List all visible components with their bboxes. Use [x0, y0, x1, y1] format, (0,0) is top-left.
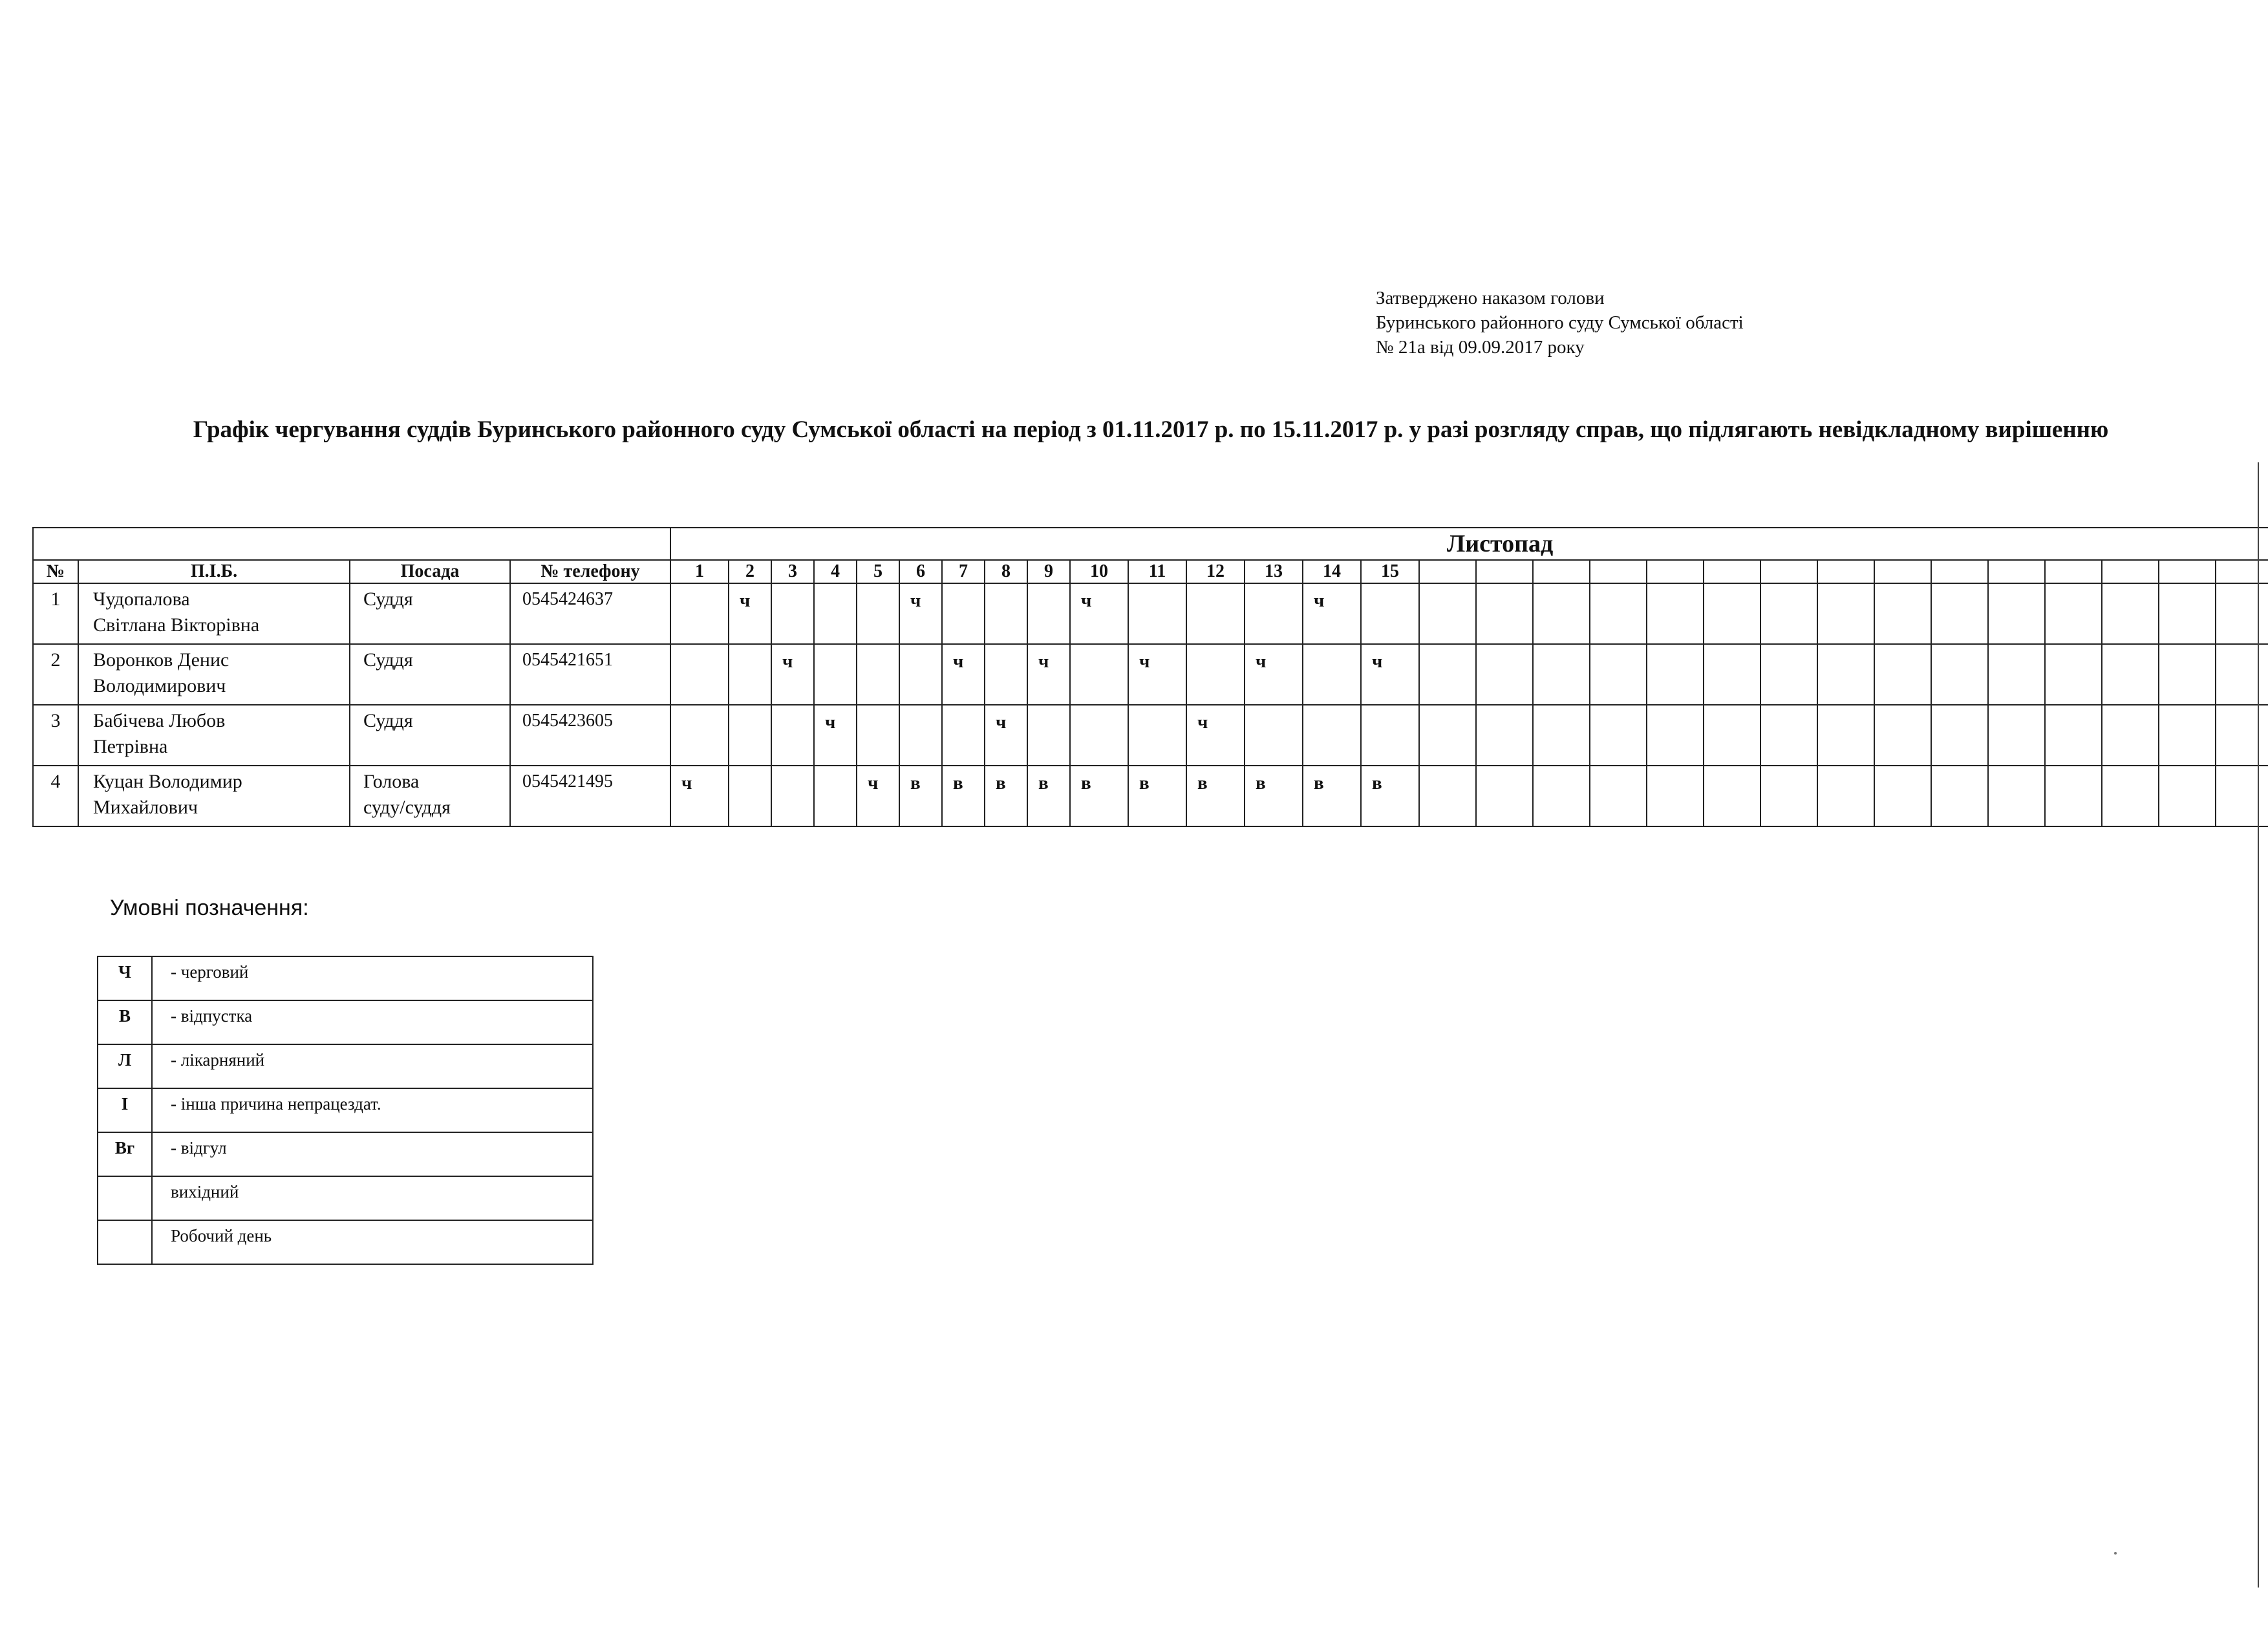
- blank-day-cell: [1476, 705, 1533, 766]
- blank-day-cell: [1817, 766, 1874, 826]
- judge-name: [78, 644, 350, 705]
- blank-day-header: [2045, 560, 2102, 583]
- month-spacer: [33, 528, 670, 560]
- blank-day-cell: [1533, 644, 1590, 705]
- duty-mark-cell: [729, 705, 771, 766]
- day-header: 6: [899, 560, 942, 583]
- duty-mark-cell: в: [1027, 766, 1070, 826]
- judge-position: [350, 644, 510, 705]
- blank-day-cell: [1760, 644, 1817, 705]
- duty-mark-cell: в: [1303, 766, 1361, 826]
- blank-day-cell: [1931, 766, 1988, 826]
- duty-mark-cell: [942, 705, 985, 766]
- blank-day-cell: [1533, 766, 1590, 826]
- blank-day-header: [1874, 560, 1931, 583]
- duty-mark-cell: [857, 644, 899, 705]
- blank-day-cell: [1874, 705, 1931, 766]
- duty-mark-cell: [899, 644, 942, 705]
- judge-row: [33, 766, 2268, 826]
- duty-mark-cell: ч: [1027, 644, 1070, 705]
- blank-day-cell: [1760, 766, 1817, 826]
- col-header-phone: № телефону: [510, 560, 670, 583]
- blank-day-header: [2216, 560, 2268, 583]
- blank-day-cell: [1647, 644, 1704, 705]
- duty-mark-cell: ч: [985, 705, 1027, 766]
- duty-mark-cell: ч: [1128, 644, 1186, 705]
- blank-day-cell: [1760, 583, 1817, 644]
- blank-day-cell: [2159, 583, 2216, 644]
- duty-mark-cell: ч: [942, 644, 985, 705]
- scan-speck: [2114, 1552, 2117, 1555]
- duty-mark-cell: [1128, 705, 1186, 766]
- day-header: 3: [771, 560, 814, 583]
- judge-position: [350, 705, 510, 766]
- duty-mark-cell: [985, 583, 1027, 644]
- blank-day-cell: [2045, 583, 2102, 644]
- duty-mark-cell: [857, 705, 899, 766]
- blank-day-header: [1817, 560, 1874, 583]
- blank-day-cell: [2045, 644, 2102, 705]
- duty-mark-cell: [771, 766, 814, 826]
- duty-mark-cell: ч: [814, 705, 857, 766]
- judge-phone: 0545423605: [510, 705, 670, 766]
- duty-mark-cell: [771, 705, 814, 766]
- legend-code: Вг: [98, 1132, 152, 1176]
- duty-mark-cell: [670, 644, 729, 705]
- approval-note: [1376, 286, 1744, 360]
- blank-day-cell: [1817, 644, 1874, 705]
- judge-position: [350, 583, 510, 644]
- blank-day-cell: [1817, 583, 1874, 644]
- blank-day-cell: [1760, 705, 1817, 766]
- judge-phone: 0545421651: [510, 644, 670, 705]
- blank-day-cell: [2216, 766, 2268, 826]
- blank-day-cell: [1419, 583, 1476, 644]
- duty-mark-cell: ч: [857, 766, 899, 826]
- blank-day-cell: [1419, 766, 1476, 826]
- blank-day-cell: [1590, 705, 1647, 766]
- judge-name-line: Бабічева Любов: [93, 710, 226, 731]
- judge-row: [33, 583, 2268, 644]
- day-header: 2: [729, 560, 771, 583]
- blank-day-header: [1647, 560, 1704, 583]
- day-header: 11: [1128, 560, 1186, 583]
- blank-day-header: [1704, 560, 1760, 583]
- duty-mark-cell: [1027, 583, 1070, 644]
- blank-day-cell: [1931, 705, 1988, 766]
- judge-position-line: Голова: [363, 771, 420, 792]
- day-header: 10: [1070, 560, 1128, 583]
- legend-description: - відпустка: [152, 1000, 593, 1044]
- judge-position-line: суду/суддя: [363, 797, 451, 818]
- day-header: 14: [1303, 560, 1361, 583]
- duty-mark-cell: [899, 705, 942, 766]
- blank-day-cell: [1476, 644, 1533, 705]
- blank-day-cell: [1817, 705, 1874, 766]
- duty-mark-cell: [670, 583, 729, 644]
- judge-phone: 0545421495: [510, 766, 670, 826]
- approval-line-2: Буринського районного суду Сумської області: [1376, 312, 1744, 333]
- blank-day-header: [1533, 560, 1590, 583]
- blank-day-cell: [2216, 583, 2268, 644]
- duty-mark-cell: [942, 583, 985, 644]
- blank-day-cell: [2216, 705, 2268, 766]
- blank-day-header: [1476, 560, 1533, 583]
- blank-day-cell: [1590, 583, 1647, 644]
- blank-day-cell: [1988, 644, 2045, 705]
- legend-row: [98, 1132, 593, 1176]
- duty-mark-cell: ч: [1186, 705, 1245, 766]
- blank-day-cell: [2102, 766, 2159, 826]
- duty-mark-cell: ч: [1303, 583, 1361, 644]
- approval-line-3: № 21а від 09.09.2017 року: [1376, 337, 1585, 358]
- blank-day-cell: [1704, 583, 1760, 644]
- judge-name-line: Петрівна: [93, 736, 168, 757]
- duty-mark-cell: в: [1361, 766, 1419, 826]
- day-header: 12: [1186, 560, 1245, 583]
- blank-day-cell: [2159, 766, 2216, 826]
- approval-line-1: Затверджено наказом голови: [1376, 288, 1605, 308]
- blank-day-cell: [1647, 705, 1704, 766]
- duty-mark-cell: [1070, 705, 1128, 766]
- legend-description: - черговий: [152, 956, 593, 1000]
- legend-code: І: [98, 1088, 152, 1132]
- day-header: 15: [1361, 560, 1419, 583]
- blank-day-cell: [1533, 583, 1590, 644]
- blank-day-cell: [1874, 644, 1931, 705]
- scan-edge-line: [2258, 462, 2259, 1588]
- document-title: Графік чергування суддів Буринського районного суду Сумської області на період з 01.11.2017 р. по 15.11.2017 р. у разі розгляду справ, що підлягають невідкладному вирішенню: [193, 416, 2109, 443]
- legend-description: вихідний: [152, 1176, 593, 1220]
- blank-day-cell: [1874, 766, 1931, 826]
- duty-mark-cell: [1186, 644, 1245, 705]
- legend-description: - лікарняний: [152, 1044, 593, 1088]
- duty-mark-cell: в: [1245, 766, 1303, 826]
- duty-mark-cell: [1027, 705, 1070, 766]
- duty-mark-cell: ч: [899, 583, 942, 644]
- duty-mark-cell: [1245, 705, 1303, 766]
- legend-row: [98, 1000, 593, 1044]
- blank-day-cell: [1704, 766, 1760, 826]
- duty-mark-cell: [1303, 705, 1361, 766]
- blank-day-header: [2159, 560, 2216, 583]
- duty-mark-cell: в: [1186, 766, 1245, 826]
- legend-description: - відгул: [152, 1132, 593, 1176]
- legend-row: [98, 1088, 593, 1132]
- duty-mark-cell: в: [985, 766, 1027, 826]
- duty-mark-cell: в: [942, 766, 985, 826]
- judge-name: [78, 583, 350, 644]
- duty-mark-cell: [1361, 583, 1419, 644]
- judge-row: [33, 705, 2268, 766]
- legend-title: Умовні позначення:: [110, 896, 309, 920]
- row-number: 1: [33, 583, 78, 644]
- blank-day-cell: [1419, 644, 1476, 705]
- blank-day-cell: [1476, 766, 1533, 826]
- duty-mark-cell: ч: [1245, 644, 1303, 705]
- duty-mark-cell: [1186, 583, 1245, 644]
- duty-mark-cell: [670, 705, 729, 766]
- row-number: 4: [33, 766, 78, 826]
- duty-mark-cell: ч: [1361, 644, 1419, 705]
- legend-row: [98, 1176, 593, 1220]
- judge-name: [78, 705, 350, 766]
- duty-mark-cell: [1128, 583, 1186, 644]
- blank-day-cell: [2102, 583, 2159, 644]
- blank-day-cell: [2159, 644, 2216, 705]
- blank-day-header: [1760, 560, 1817, 583]
- duty-mark-cell: [1361, 705, 1419, 766]
- blank-day-cell: [2045, 705, 2102, 766]
- day-header: 8: [985, 560, 1027, 583]
- judge-name-line: Чудопалова: [93, 588, 190, 610]
- blank-day-cell: [1419, 705, 1476, 766]
- col-header-position: Посада: [350, 560, 510, 583]
- judge-position-line: Суддя: [363, 649, 413, 671]
- duty-mark-cell: [814, 583, 857, 644]
- blank-day-cell: [1988, 583, 2045, 644]
- row-number: 3: [33, 705, 78, 766]
- col-header-num: №: [33, 560, 78, 583]
- duty-mark-cell: [1303, 644, 1361, 705]
- duty-mark-cell: ч: [670, 766, 729, 826]
- blank-day-header: [1590, 560, 1647, 583]
- blank-day-cell: [1931, 583, 1988, 644]
- duty-mark-cell: [729, 766, 771, 826]
- blank-day-header: [1988, 560, 2045, 583]
- blank-day-cell: [1647, 766, 1704, 826]
- legend-description: Робочий день: [152, 1220, 593, 1264]
- blank-day-cell: [1590, 766, 1647, 826]
- judge-name-line: Воронков Денис: [93, 649, 230, 671]
- blank-day-cell: [1647, 583, 1704, 644]
- duty-mark-cell: в: [899, 766, 942, 826]
- duty-mark-cell: ч: [771, 644, 814, 705]
- blank-day-cell: [1931, 644, 1988, 705]
- judge-position: [350, 766, 510, 826]
- legend-row: [98, 1044, 593, 1088]
- duty-mark-cell: [814, 644, 857, 705]
- row-number: 2: [33, 644, 78, 705]
- day-header: 4: [814, 560, 857, 583]
- blank-day-cell: [1988, 705, 2045, 766]
- col-header-name: П.І.Б.: [78, 560, 350, 583]
- blank-day-cell: [2216, 644, 2268, 705]
- day-header: 7: [942, 560, 985, 583]
- blank-day-cell: [1704, 705, 1760, 766]
- legend-row: [98, 956, 593, 1000]
- blank-day-cell: [1533, 705, 1590, 766]
- legend-code: Ч: [98, 956, 152, 1000]
- blank-day-header: [2102, 560, 2159, 583]
- judge-name-line: Світлана Вікторівна: [93, 614, 260, 636]
- blank-day-cell: [1874, 583, 1931, 644]
- day-header: 1: [670, 560, 729, 583]
- judge-name-line: Куцан Володимир: [93, 771, 242, 792]
- duty-mark-cell: [814, 766, 857, 826]
- day-header: 13: [1245, 560, 1303, 583]
- legend-code: В: [98, 1000, 152, 1044]
- blank-day-cell: [1476, 583, 1533, 644]
- blank-day-cell: [2102, 644, 2159, 705]
- judge-row: [33, 644, 2268, 705]
- duty-mark-cell: ч: [1070, 583, 1128, 644]
- blank-day-cell: [1988, 766, 2045, 826]
- legend-code: [98, 1176, 152, 1220]
- judge-name-line: Михайлович: [93, 797, 198, 818]
- blank-day-cell: [1590, 644, 1647, 705]
- day-header: 9: [1027, 560, 1070, 583]
- legend-code: Л: [98, 1044, 152, 1088]
- blank-day-cell: [1704, 644, 1760, 705]
- blank-day-cell: [2102, 705, 2159, 766]
- judge-position-line: Суддя: [363, 588, 413, 610]
- blank-day-header: [1931, 560, 1988, 583]
- blank-day-header: [1419, 560, 1476, 583]
- day-header: 5: [857, 560, 899, 583]
- legend-row: [98, 1220, 593, 1264]
- duty-mark-cell: [1245, 583, 1303, 644]
- duty-mark-cell: [857, 583, 899, 644]
- judge-name: [78, 766, 350, 826]
- blank-day-cell: [2045, 766, 2102, 826]
- duty-mark-cell: в: [1070, 766, 1128, 826]
- duty-schedule-table: [32, 527, 2268, 827]
- legend-description: - інша причина непрацездат.: [152, 1088, 593, 1132]
- duty-mark-cell: в: [1128, 766, 1186, 826]
- judge-phone: 0545424637: [510, 583, 670, 644]
- duty-mark-cell: [729, 644, 771, 705]
- legend-code: [98, 1220, 152, 1264]
- duty-mark-cell: [985, 644, 1027, 705]
- duty-mark-cell: [771, 583, 814, 644]
- duty-mark-cell: [1070, 644, 1128, 705]
- legend-table: [97, 956, 594, 1265]
- duty-mark-cell: ч: [729, 583, 771, 644]
- judge-name-line: Володимирович: [93, 675, 226, 696]
- judge-position-line: Суддя: [363, 710, 413, 731]
- month-header: Листопад: [670, 528, 2268, 560]
- blank-day-cell: [2159, 705, 2216, 766]
